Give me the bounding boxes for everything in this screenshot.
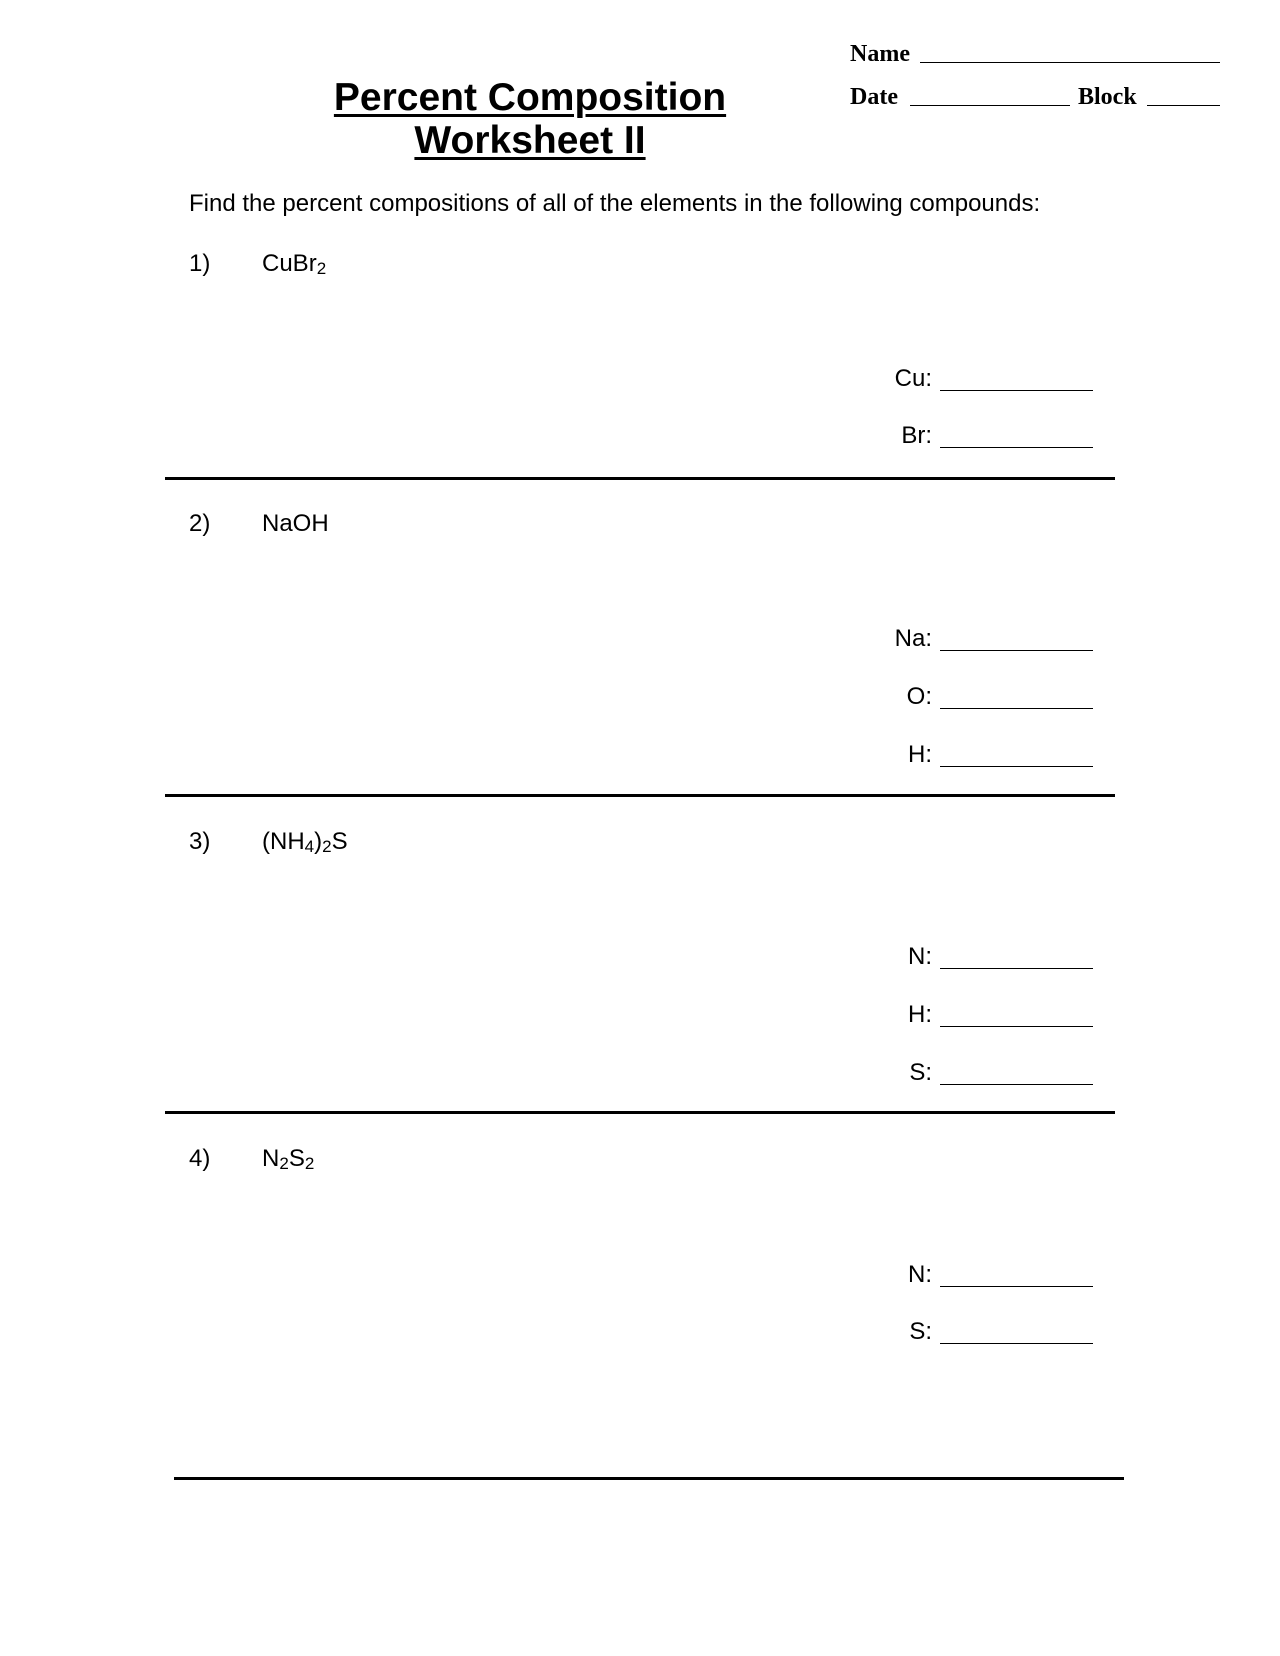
section-divider-1 [165, 477, 1115, 480]
date-field[interactable] [910, 105, 1070, 106]
question-4-answer-label-s: S: [909, 1318, 932, 1345]
block-field[interactable] [1147, 105, 1220, 106]
question-3-answer-line-n[interactable] [940, 968, 1093, 969]
page-title-line-2 [320, 119, 740, 163]
title-line-2-text: Worksheet II [414, 119, 646, 162]
question-3-answer-label-n: N: [908, 943, 932, 970]
question-2-answer-line-h[interactable] [940, 766, 1093, 767]
question-2-answer-label-o: O: [906, 683, 932, 710]
question-2-answer-line-o[interactable] [940, 708, 1093, 709]
section-divider-4 [174, 1477, 1124, 1480]
name-label: Name [850, 41, 910, 67]
title-line-1-text: Percent Composition [333, 76, 727, 119]
question-1-formula: CuBr$_2$ [262, 250, 327, 278]
question-4-number: 4) [189, 1145, 211, 1172]
question-2-formula: NaOH [262, 510, 329, 537]
question-1-answer-label-cu: Cu: [894, 365, 932, 392]
question-3-answer-label-s: S: [909, 1059, 932, 1086]
question-4-answer-line-n[interactable] [940, 1286, 1093, 1287]
question-1-answer-line-br[interactable] [940, 447, 1093, 448]
question-3-answer-label-h: H: [908, 1001, 932, 1028]
question-3-answer-line-s[interactable] [940, 1084, 1093, 1085]
block-label: Block [1078, 84, 1137, 110]
question-2-answer-label-h: H: [908, 741, 932, 768]
question-1-number: 1) [189, 250, 211, 277]
question-1-answer-label-br: Br: [901, 422, 932, 449]
question-2-answer-label-na: Na: [894, 625, 932, 652]
question-1-answer-line-cu[interactable] [940, 390, 1093, 391]
question-4-answer-line-s[interactable] [940, 1343, 1093, 1344]
name-field[interactable] [920, 62, 1220, 63]
question-4-answer-label-n: N: [908, 1261, 932, 1288]
section-divider-2 [165, 794, 1115, 797]
instructions: Find the percent compositions of all of the elements in the following compounds: [189, 190, 1041, 217]
section-divider-3 [165, 1111, 1115, 1114]
question-4-formula: $N_2S_2$ [262, 1145, 315, 1173]
date-label: Date [850, 84, 898, 110]
question-2-answer-line-na[interactable] [940, 650, 1093, 651]
question-3-number: 3) [189, 828, 211, 855]
question-3-formula: $(NH_4)_2S$ [262, 828, 348, 856]
question-2-number: 2) [189, 510, 211, 537]
question-3-answer-line-h[interactable] [940, 1026, 1093, 1027]
page-title-line-1 [320, 76, 740, 120]
